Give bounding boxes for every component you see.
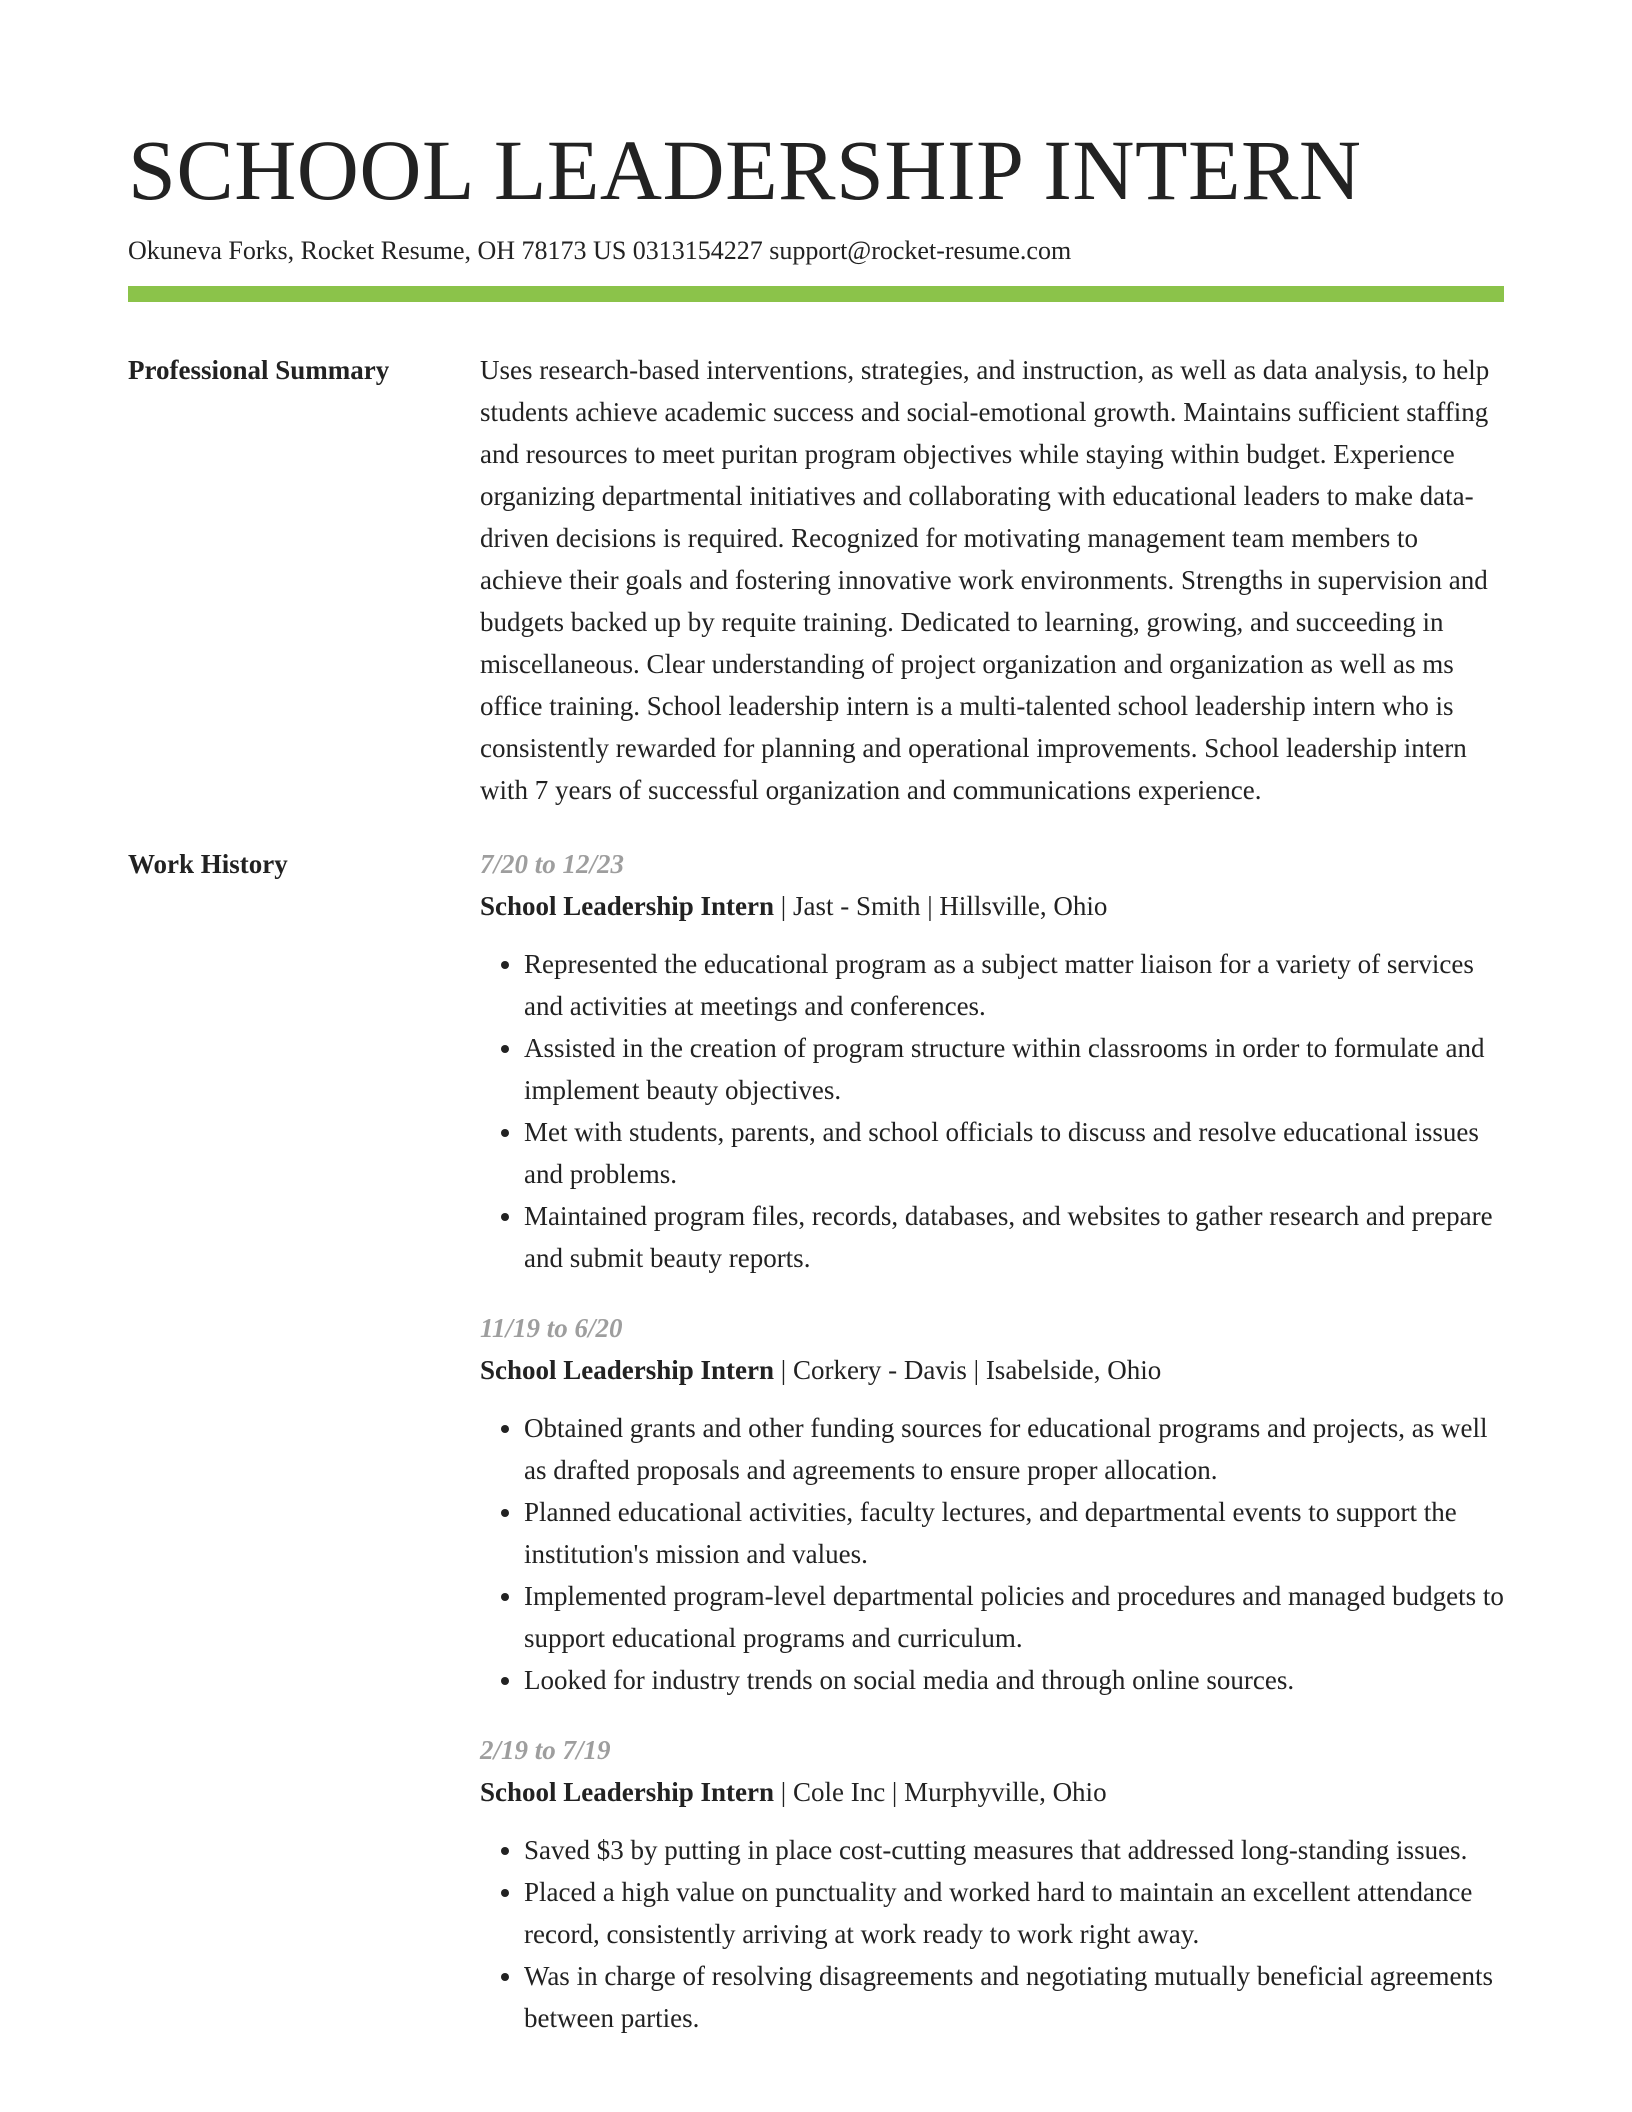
resume-page bbox=[128, 0, 1504, 2067]
contact-line: Okuneva Forks, Rocket Resume, OH 78173 US 0313154227 support@rocket-resume.com bbox=[128, 236, 1072, 265]
job-bullet: • Planned educational activities, faculty lectures, and departmental events to support the institution's mission and values. bbox=[524, 1491, 1504, 1575]
section-label-summary: Professional Summary bbox=[128, 355, 390, 385]
job-entry bbox=[480, 843, 1504, 1279]
professional-summary-section bbox=[128, 349, 1504, 811]
job-details: | Corkery - Davis | Isabelside, Ohio bbox=[774, 1355, 1162, 1385]
header-divider bbox=[128, 286, 1504, 302]
job-bullet: • Met with students, parents, and school officials to discuss and resolve educational issues and problems. bbox=[524, 1111, 1504, 1195]
job-bullets bbox=[480, 1407, 1504, 1701]
job-bullet: • Looked for industry trends on social media and through online sources. bbox=[524, 1659, 1504, 1701]
job-bullet: • Maintained program files, records, databases, and websites to gather research and prepare and submit beauty reports. bbox=[524, 1195, 1504, 1279]
job-bullet: • Obtained grants and other funding sources for educational programs and projects, as well as drafted proposals and agreements to ensure proper allocation. bbox=[524, 1407, 1504, 1491]
job-bullets bbox=[480, 943, 1504, 1279]
job-dates: 11/19 to 6/20 bbox=[480, 1313, 623, 1343]
job-entry bbox=[480, 1729, 1504, 2039]
job-dates: 7/20 to 12/23 bbox=[480, 849, 625, 879]
job-dates: 2/19 to 7/19 bbox=[480, 1735, 611, 1765]
summary-body bbox=[480, 349, 1504, 811]
job-details: | Jast - Smith | Hillsville, Ohio bbox=[774, 891, 1108, 921]
work-history-body bbox=[480, 843, 1504, 2067]
section-label-work: Work History bbox=[128, 849, 288, 879]
job-details: | Cole Inc | Murphyville, Ohio bbox=[774, 1777, 1107, 1807]
job-title-line bbox=[480, 1771, 1504, 1813]
job-bullet: • Saved $3 by putting in place cost-cutting measures that addressed long-standing issues. bbox=[524, 1829, 1504, 1871]
job-bullet: • Assisted in the creation of program structure within classrooms in order to formulate and implement beauty objectives. bbox=[524, 1027, 1504, 1111]
job-bullet: • Was in charge of resolving disagreements and negotiating mutually beneficial agreements between parties. bbox=[524, 1955, 1504, 2039]
job-title: School Leadership Intern bbox=[480, 891, 775, 921]
work-history-section bbox=[128, 843, 1504, 2067]
job-title: School Leadership Intern bbox=[480, 1777, 775, 1807]
job-title-line bbox=[480, 1349, 1504, 1391]
job-bullet: • Represented the educational program as a subject matter liaison for a variety of services and activities at meetings and conferences. bbox=[524, 943, 1504, 1027]
job-bullet: • Placed a high value on punctuality and worked hard to maintain an excellent attendance record, consistently arriving at work ready to work right away. bbox=[524, 1871, 1504, 1955]
job-bullets bbox=[480, 1829, 1504, 2039]
job-entry bbox=[480, 1307, 1504, 1701]
resume-name: SCHOOL LEADERSHIP INTERN bbox=[128, 122, 1362, 218]
job-title: School Leadership Intern bbox=[480, 1355, 775, 1385]
job-bullet: • Implemented program-level departmental policies and procedures and managed budgets to support educational programs and curriculum. bbox=[524, 1575, 1504, 1659]
job-title-line bbox=[480, 885, 1504, 927]
summary-text: Uses research-based interventions, strategies, and instruction, as well as data analysis, to help students achieve academic success and social-emotional growth. Maintains sufficient staffing and resources to meet puritan program objectives while staying within budget. Experience organizing departmental initiatives and collaborating with educational leaders to make data-driven decisions is required. Recognized for motivating management team members to achieve their goals and fostering innovative work environments. Strengths in supervision and budgets backed up by requite training. Dedicated to learning, growing, and succeeding in miscellaneous. Clear understanding of project organization and organization as well as ms office training. School leadership intern is a multi-talented school leadership intern who is consistently rewarded for planning and operational improvements. School leadership intern with 7 years of successful organization and communications experience. bbox=[480, 355, 1490, 805]
